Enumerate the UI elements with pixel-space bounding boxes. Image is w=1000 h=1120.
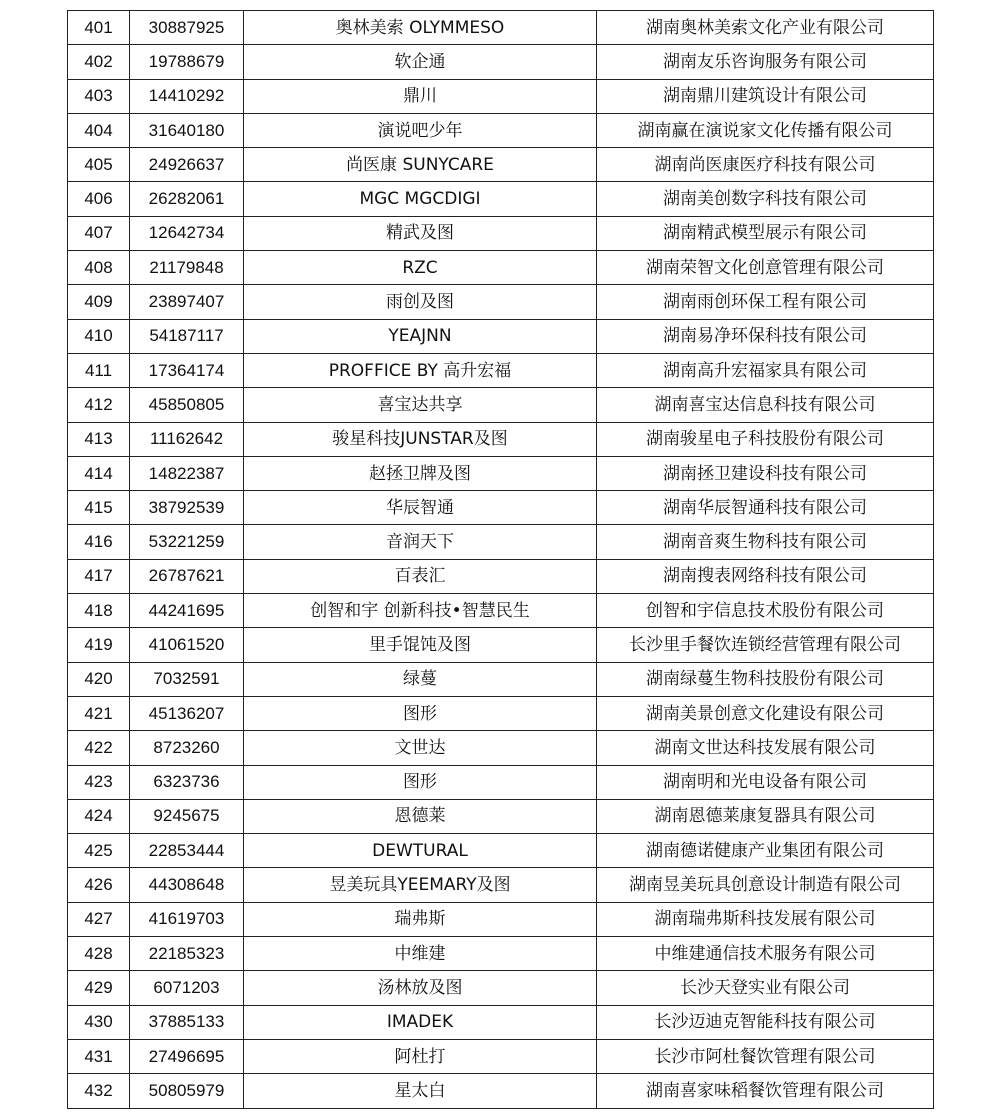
trademark-name: 里手馄饨及图 xyxy=(244,628,597,662)
row-number: 426 xyxy=(68,868,130,902)
registration-number: 45136207 xyxy=(130,696,244,730)
row-number: 410 xyxy=(68,319,130,353)
company-name: 湖南鼎川建筑设计有限公司 xyxy=(597,79,934,113)
registration-number: 26787621 xyxy=(130,559,244,593)
row-number: 418 xyxy=(68,594,130,628)
company-name: 湖南美景创意文化建设有限公司 xyxy=(597,696,934,730)
company-name: 长沙里手餐饮连锁经营管理有限公司 xyxy=(597,628,934,662)
trademark-name: 骏星科技JUNSTAR及图 xyxy=(244,422,597,456)
row-number: 423 xyxy=(68,765,130,799)
company-name: 湖南音爽生物科技有限公司 xyxy=(597,525,934,559)
registration-number: 24926637 xyxy=(130,148,244,182)
trademark-name: DEWTURAL xyxy=(244,834,597,868)
table-row xyxy=(68,285,934,319)
company-name: 湖南搜表网络科技有限公司 xyxy=(597,559,934,593)
registration-number: 6323736 xyxy=(130,765,244,799)
trademark-name: 鼎川 xyxy=(244,79,597,113)
trademark-name: YEAJNN xyxy=(244,319,597,353)
trademark-name: 阿杜打 xyxy=(244,1039,597,1073)
row-number: 417 xyxy=(68,559,130,593)
trademark-name: 演说吧少年 xyxy=(244,113,597,147)
row-number: 402 xyxy=(68,45,130,79)
trademark-name: 汤林放及图 xyxy=(244,971,597,1005)
row-number: 411 xyxy=(68,353,130,387)
trademark-name: 绿蔓 xyxy=(244,662,597,696)
company-name: 湖南明和光电设备有限公司 xyxy=(597,765,934,799)
row-number: 424 xyxy=(68,799,130,833)
row-number: 404 xyxy=(68,113,130,147)
row-number: 403 xyxy=(68,79,130,113)
registration-number: 11162642 xyxy=(130,422,244,456)
company-name: 湖南绿蔓生物科技股份有限公司 xyxy=(597,662,934,696)
company-name: 湖南友乐咨询服务有限公司 xyxy=(597,45,934,79)
company-name: 长沙迈迪克智能科技有限公司 xyxy=(597,1005,934,1039)
trademark-name: 图形 xyxy=(244,696,597,730)
trademark-name: 雨创及图 xyxy=(244,285,597,319)
registration-number: 54187117 xyxy=(130,319,244,353)
row-number: 408 xyxy=(68,251,130,285)
row-number: 415 xyxy=(68,491,130,525)
company-name: 湖南文世达科技发展有限公司 xyxy=(597,731,934,765)
company-name: 湖南华辰智通科技有限公司 xyxy=(597,491,934,525)
table-row xyxy=(68,251,934,285)
row-number: 421 xyxy=(68,696,130,730)
company-name: 湖南瑞弗斯科技发展有限公司 xyxy=(597,902,934,936)
table-row xyxy=(68,696,934,730)
trademark-name: IMADEK xyxy=(244,1005,597,1039)
table-row xyxy=(68,662,934,696)
row-number: 432 xyxy=(68,1074,130,1108)
trademark-name: 星太白 xyxy=(244,1074,597,1108)
trademark-name: 瑞弗斯 xyxy=(244,902,597,936)
registration-number: 17364174 xyxy=(130,353,244,387)
registration-number: 8723260 xyxy=(130,731,244,765)
trademark-name: 创智和宇 创新科技•智慧民生 xyxy=(244,594,597,628)
trademark-name: 昱美玩具YEEMARY及图 xyxy=(244,868,597,902)
trademark-name: 精武及图 xyxy=(244,216,597,250)
registration-number: 7032591 xyxy=(130,662,244,696)
table-row xyxy=(68,11,934,45)
registration-number: 21179848 xyxy=(130,251,244,285)
row-number: 419 xyxy=(68,628,130,662)
company-name: 湖南喜宝达信息科技有限公司 xyxy=(597,388,934,422)
company-name: 湖南雨创环保工程有限公司 xyxy=(597,285,934,319)
company-name: 湖南喜家味稻餐饮管理有限公司 xyxy=(597,1074,934,1108)
table-row xyxy=(68,353,934,387)
table-row xyxy=(68,525,934,559)
document-page xyxy=(67,10,929,1109)
table-row xyxy=(68,765,934,799)
table-row xyxy=(68,1005,934,1039)
trademark-name: MGC MGCDIGI xyxy=(244,182,597,216)
registration-number: 38792539 xyxy=(130,491,244,525)
row-number: 407 xyxy=(68,216,130,250)
registration-number: 53221259 xyxy=(130,525,244,559)
registration-number: 12642734 xyxy=(130,216,244,250)
table-row xyxy=(68,388,934,422)
row-number: 414 xyxy=(68,456,130,490)
registration-number: 19788679 xyxy=(130,45,244,79)
trademark-name: 图形 xyxy=(244,765,597,799)
registration-number: 6071203 xyxy=(130,971,244,1005)
row-number: 428 xyxy=(68,937,130,971)
table-row xyxy=(68,559,934,593)
row-number: 405 xyxy=(68,148,130,182)
row-number: 406 xyxy=(68,182,130,216)
trademark-name: 赵拯卫牌及图 xyxy=(244,456,597,490)
registration-number: 30887925 xyxy=(130,11,244,45)
company-name: 湖南德诺健康产业集团有限公司 xyxy=(597,834,934,868)
company-name: 湖南拯卫建设科技有限公司 xyxy=(597,456,934,490)
table-row xyxy=(68,456,934,490)
company-name: 长沙天登实业有限公司 xyxy=(597,971,934,1005)
registration-number: 26282061 xyxy=(130,182,244,216)
table-row xyxy=(68,834,934,868)
registration-number: 41619703 xyxy=(130,902,244,936)
company-name: 长沙市阿杜餐饮管理有限公司 xyxy=(597,1039,934,1073)
company-name: 湖南尚医康医疗科技有限公司 xyxy=(597,148,934,182)
trademark-name: 中维建 xyxy=(244,937,597,971)
row-number: 416 xyxy=(68,525,130,559)
trademark-name: 尚医康 SUNYCARE xyxy=(244,148,597,182)
row-number: 412 xyxy=(68,388,130,422)
row-number: 413 xyxy=(68,422,130,456)
company-name: 湖南荣智文化创意管理有限公司 xyxy=(597,251,934,285)
company-name: 湖南美创数字科技有限公司 xyxy=(597,182,934,216)
registration-number: 31640180 xyxy=(130,113,244,147)
row-number: 409 xyxy=(68,285,130,319)
trademark-name: 软企通 xyxy=(244,45,597,79)
registration-number: 37885133 xyxy=(130,1005,244,1039)
table-row xyxy=(68,1074,934,1108)
row-number: 431 xyxy=(68,1039,130,1073)
trademark-name: PROFFICE BY 高升宏福 xyxy=(244,353,597,387)
company-name: 湖南精武模型展示有限公司 xyxy=(597,216,934,250)
company-name: 创智和宇信息技术股份有限公司 xyxy=(597,594,934,628)
table-row xyxy=(68,1039,934,1073)
trademark-name: 恩德莱 xyxy=(244,799,597,833)
registration-number: 14410292 xyxy=(130,79,244,113)
company-name: 湖南恩德莱康复器具有限公司 xyxy=(597,799,934,833)
table-row xyxy=(68,319,934,353)
row-number: 430 xyxy=(68,1005,130,1039)
registration-number: 9245675 xyxy=(130,799,244,833)
company-name: 湖南昱美玩具创意设计制造有限公司 xyxy=(597,868,934,902)
trademark-name: 百表汇 xyxy=(244,559,597,593)
table-row xyxy=(68,182,934,216)
table-row xyxy=(68,628,934,662)
table-row xyxy=(68,113,934,147)
registration-number: 50805979 xyxy=(130,1074,244,1108)
registration-number: 22185323 xyxy=(130,937,244,971)
registration-number: 23897407 xyxy=(130,285,244,319)
registration-number: 22853444 xyxy=(130,834,244,868)
trademark-name: 奥林美索 OLYMMESO xyxy=(244,11,597,45)
table-body xyxy=(68,11,934,1109)
company-name: 湖南易净环保科技有限公司 xyxy=(597,319,934,353)
table-row xyxy=(68,594,934,628)
company-name: 湖南奥林美索文化产业有限公司 xyxy=(597,11,934,45)
table-row xyxy=(68,148,934,182)
table-row xyxy=(68,45,934,79)
company-name: 中维建通信技术服务有限公司 xyxy=(597,937,934,971)
row-number: 427 xyxy=(68,902,130,936)
registration-number: 27496695 xyxy=(130,1039,244,1073)
trademark-name: 音润天下 xyxy=(244,525,597,559)
company-name: 湖南骏星电子科技股份有限公司 xyxy=(597,422,934,456)
row-number: 420 xyxy=(68,662,130,696)
table-row xyxy=(68,902,934,936)
company-name: 湖南高升宏福家具有限公司 xyxy=(597,353,934,387)
row-number: 425 xyxy=(68,834,130,868)
table-row xyxy=(68,799,934,833)
row-number: 422 xyxy=(68,731,130,765)
trademark-name: 喜宝达共享 xyxy=(244,388,597,422)
table-row xyxy=(68,731,934,765)
table-row xyxy=(68,491,934,525)
table-row xyxy=(68,937,934,971)
trademark-table xyxy=(67,10,934,1109)
trademark-name: 文世达 xyxy=(244,731,597,765)
trademark-name: 华辰智通 xyxy=(244,491,597,525)
table-row xyxy=(68,216,934,250)
registration-number: 41061520 xyxy=(130,628,244,662)
company-name: 湖南赢在演说家文化传播有限公司 xyxy=(597,113,934,147)
registration-number: 44241695 xyxy=(130,594,244,628)
table-row xyxy=(68,422,934,456)
row-number: 401 xyxy=(68,11,130,45)
table-row xyxy=(68,868,934,902)
table-row xyxy=(68,971,934,1005)
row-number: 429 xyxy=(68,971,130,1005)
registration-number: 45850805 xyxy=(130,388,244,422)
table-row xyxy=(68,79,934,113)
trademark-name: RZC xyxy=(244,251,597,285)
registration-number: 44308648 xyxy=(130,868,244,902)
registration-number: 14822387 xyxy=(130,456,244,490)
